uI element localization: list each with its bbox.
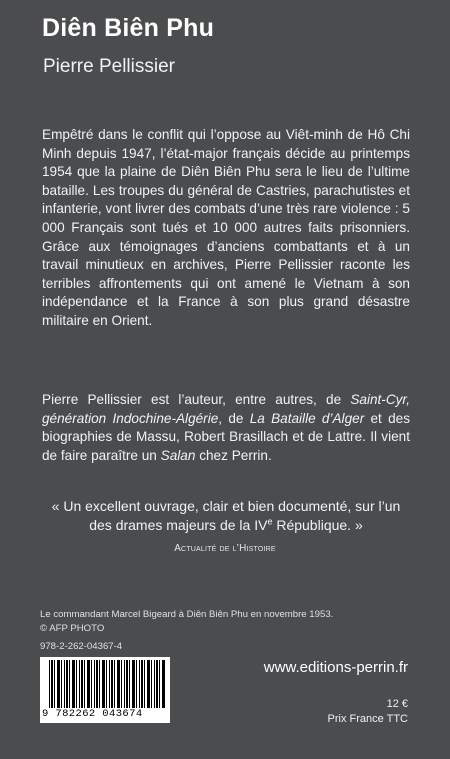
quote-text-end: République. » [272, 517, 363, 533]
bio-text: , de [218, 410, 250, 426]
price-label: Prix France TTC [327, 713, 408, 725]
publisher-url[interactable]: www.editions-perrin.fr [263, 659, 408, 676]
isbn-label: 978-2-262-04367-4 [40, 641, 123, 652]
quote-source: Actualité de l’Histoire [174, 543, 276, 554]
author-bio [42, 391, 410, 465]
barcode-bars [49, 660, 165, 708]
quote-text: « Un excellent ouvrage, clair et bien documenté, sur l’un des drames majeurs de la IV [51, 498, 401, 533]
summary-paragraph: Empêtré dans le conflit qui l’oppose au Viêt-minh de Hô Chi Minh depuis 1947, l’état-major français décide au printemps 1954 que la plaine de Diên Biên Phu sera le lieu de l’ultime bataille. Les troupes du général de Castries, parachutistes et infanterie, vont livrer des combats d’une très rare violence : 5 000 Français sont tués et 10 000 autres faits prisonniers. Grâce aux témoignages d’anciens combattants et à un travail minutieux en archives, Pierre Pellissier raconte les terribles affrontements qui ont amené le Vietnam à son indépendance et la France à son plus grand désastre militaire en Orient. [42, 127, 410, 328]
quote-superscript: e [267, 516, 273, 527]
bio-text: chez Perrin. [195, 447, 272, 463]
price-amount: 12 € [386, 698, 408, 710]
book-author: Pierre Pellissier [43, 56, 175, 77]
book-title: Diên Biên Phu [42, 14, 215, 42]
photo-caption [40, 608, 333, 636]
bio-text: Pierre Pellissier est l’auteur, entre autres, de [42, 392, 351, 407]
bio-work-title: Salan [160, 447, 196, 463]
bio-text: et des biographies de Massu, Robert Brasillach et de Lattre. Il vient de faire paraître un [42, 410, 410, 463]
caption-text: Le commandant Marcel Bigeard à Diên Biên Phu en novembre 1953. [40, 609, 334, 620]
press-quote [42, 497, 410, 535]
barcode-digits: 9 782262 043674 [42, 708, 143, 720]
bio-work-title: La Bataille d’Alger [249, 410, 365, 426]
bio-work-title: Saint-Cyr, génération Indochine-Algérie [42, 392, 410, 426]
photo-credit: © AFP PHOTO [40, 623, 105, 634]
barcode [40, 657, 170, 723]
price-block [328, 698, 408, 725]
